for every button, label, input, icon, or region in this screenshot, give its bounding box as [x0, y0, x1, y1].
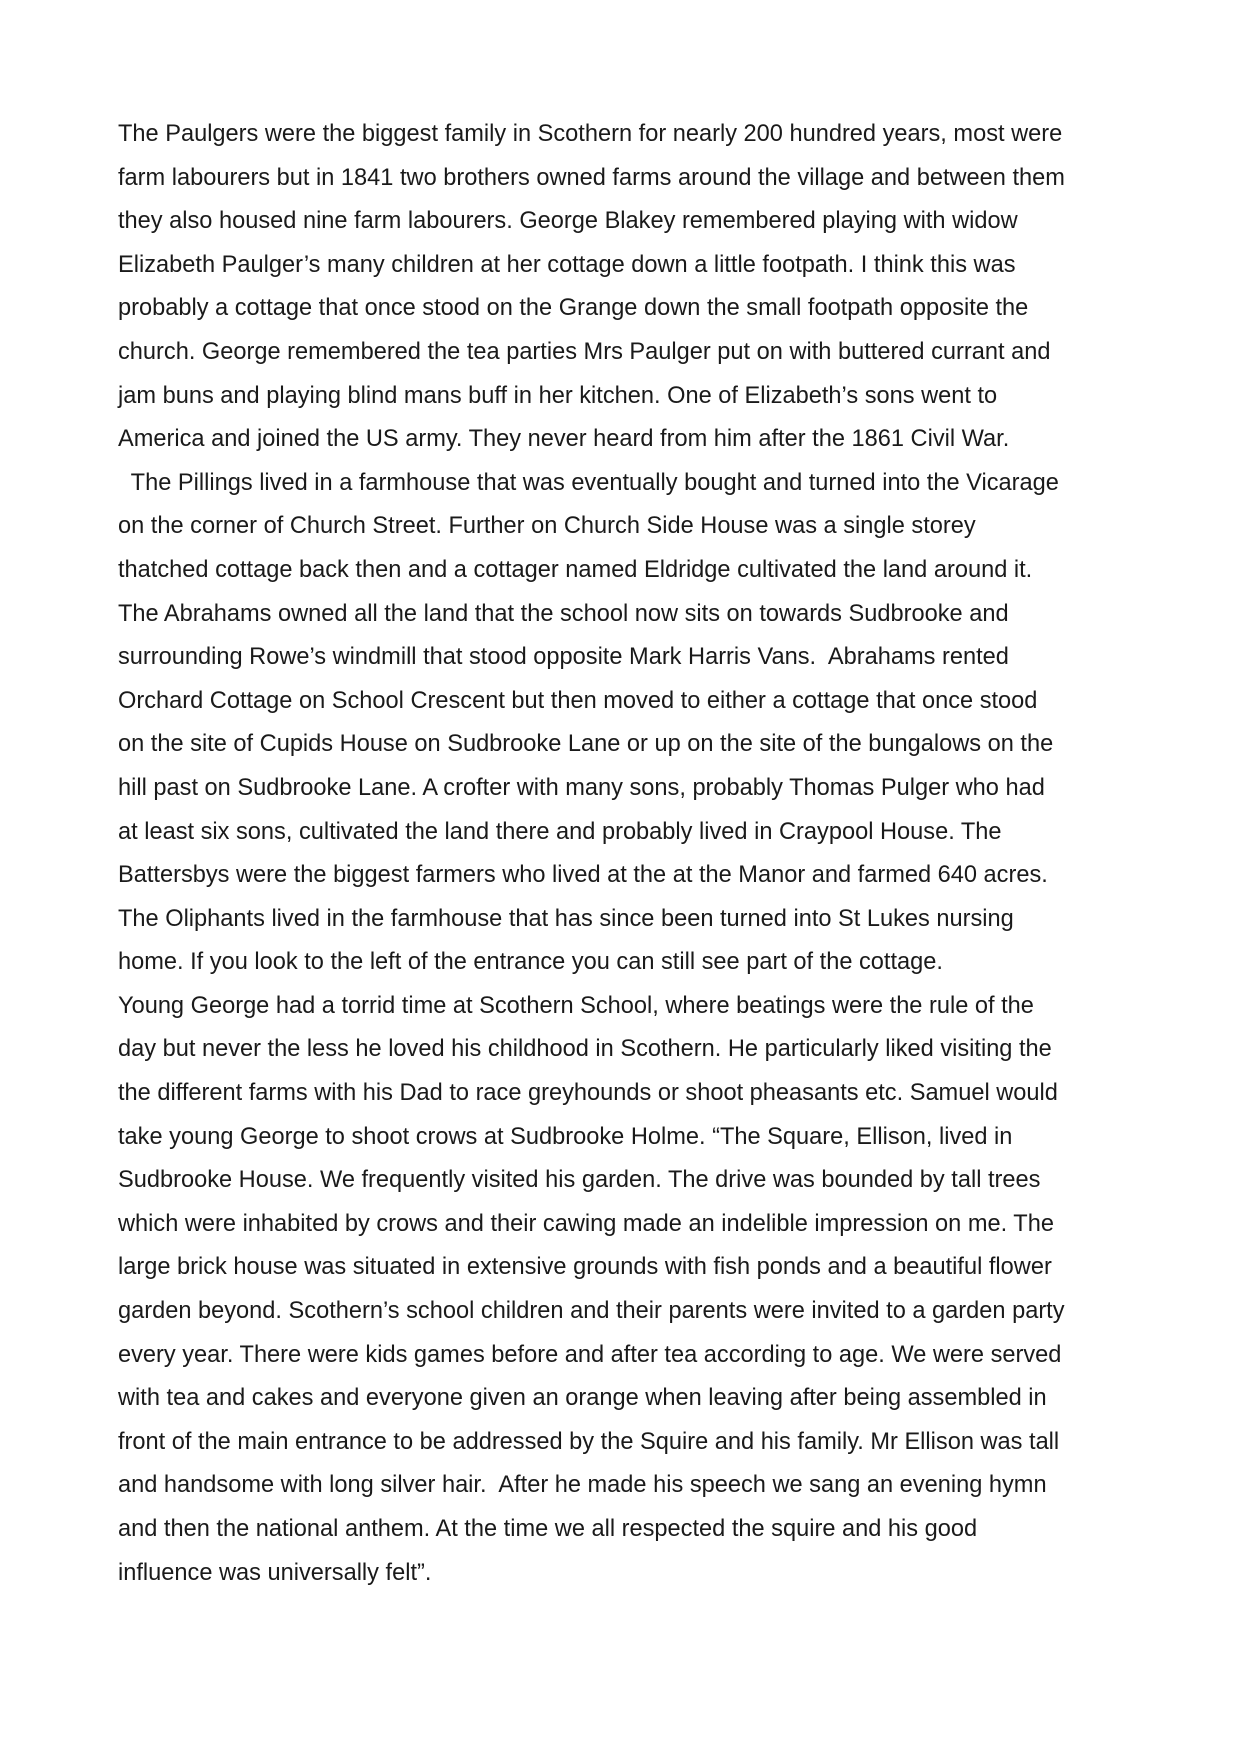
text-line: thatched cottage back then and a cottager named Eldridge cultivated the land around it.: [118, 556, 1033, 583]
body-text: [118, 113, 1134, 1595]
text-line: on the site of Cupids House on Sudbrooke Lane or up on the site of the bungalows on the: [118, 731, 1054, 758]
text-line: Young George had a torrid time at Scothern School, where beatings were the rule of the: [118, 992, 1034, 1019]
text-line: jam buns and playing blind mans buff in her kitchen. One of Elizabeth’s sons went to: [118, 382, 998, 409]
text-line: front of the main entrance to be addressed by the Squire and his family. Mr Ellison was tall: [118, 1428, 1060, 1455]
text-line: surrounding Rowe’s windmill that stood opposite Mark Harris Vans. Abrahams rented: [118, 644, 1009, 671]
text-line: home. If you look to the left of the entrance you can still see part of the cottage.: [118, 949, 943, 976]
text-line: the different farms with his Dad to race greyhounds or shoot pheasants etc. Samuel would: [118, 1080, 1058, 1107]
text-line: probably a cottage that once stood on the Grange down the small footpath opposite the: [118, 295, 1029, 322]
text-line: with tea and cakes and everyone given an orange when leaving after being assembled in: [118, 1385, 1047, 1412]
text-line: influence was universally felt”.: [118, 1559, 432, 1586]
text-line: and handsome with long silver hair. After he made his speech we sang an evening hymn: [118, 1472, 1047, 1499]
text-line: day but never the less he loved his childhood in Scothern. He particularly liked visiting the: [118, 1036, 1052, 1063]
text-line: and then the national anthem. At the time we all respected the squire and his good: [118, 1516, 978, 1542]
text-line: garden beyond. Scothern’s school children and their parents were invited to a garden party: [118, 1298, 1065, 1325]
text-line: Sudbrooke House. We frequently visited his garden. The drive was bounded by tall trees: [118, 1167, 1041, 1194]
text-line: every year. There were kids games before and after tea according to age. We were served: [118, 1341, 1062, 1368]
text-line: hill past on Sudbrooke Lane. A crofter with many sons, probably Thomas Pulger who had: [118, 774, 1045, 801]
text-line: The Paulgers were the biggest family in Scothern for nearly 200 hundred years, most were: [118, 121, 1063, 147]
text-line: on the corner of Church Street. Further on Church Side House was a single storey: [118, 513, 976, 540]
text-line: church. George remembered the tea parties Mrs Paulger put on with buttered currant and: [118, 338, 1051, 365]
text-line: large brick house was situated in extensive grounds with fish ponds and a beautiful flower: [118, 1254, 1052, 1281]
text-line: Orchard Cottage on School Crescent but then moved to either a cottage that once stood: [118, 687, 1038, 714]
text-line: America and joined the US army. They never heard from him after the 1861 Civil War.: [118, 426, 1010, 453]
text-line: farm labourers but in 1841 two brothers owned farms around the village and between them: [118, 164, 1065, 191]
text-line: The Pillings lived in a farmhouse that was eventually bought and turned into the Vicarage: [118, 469, 1059, 496]
text-line: Battersbys were the biggest farmers who lived at the at the Manor and farmed 640 acres.: [118, 862, 1048, 889]
text-line: take young George to shoot crows at Sudbrooke Holme. “The Square, Ellison, lived in: [118, 1123, 1013, 1150]
text-line: at least six sons, cultivated the land there and probably lived in Craypool House. The: [118, 818, 1002, 845]
text-line: Elizabeth Paulger’s many children at her cottage down a little footpath. I think this was: [118, 251, 1016, 278]
text-line: The Abrahams owned all the land that the school now sits on towards Sudbrooke and: [118, 600, 1009, 627]
text-line: which were inhabited by crows and their cawing made an indelible impression on me. The: [118, 1210, 1054, 1237]
text-line: The Oliphants lived in the farmhouse that has since been turned into St Lukes nursing: [118, 905, 1014, 932]
text-line: they also housed nine farm labourers. George Blakey remembered playing with widow: [118, 208, 1018, 235]
